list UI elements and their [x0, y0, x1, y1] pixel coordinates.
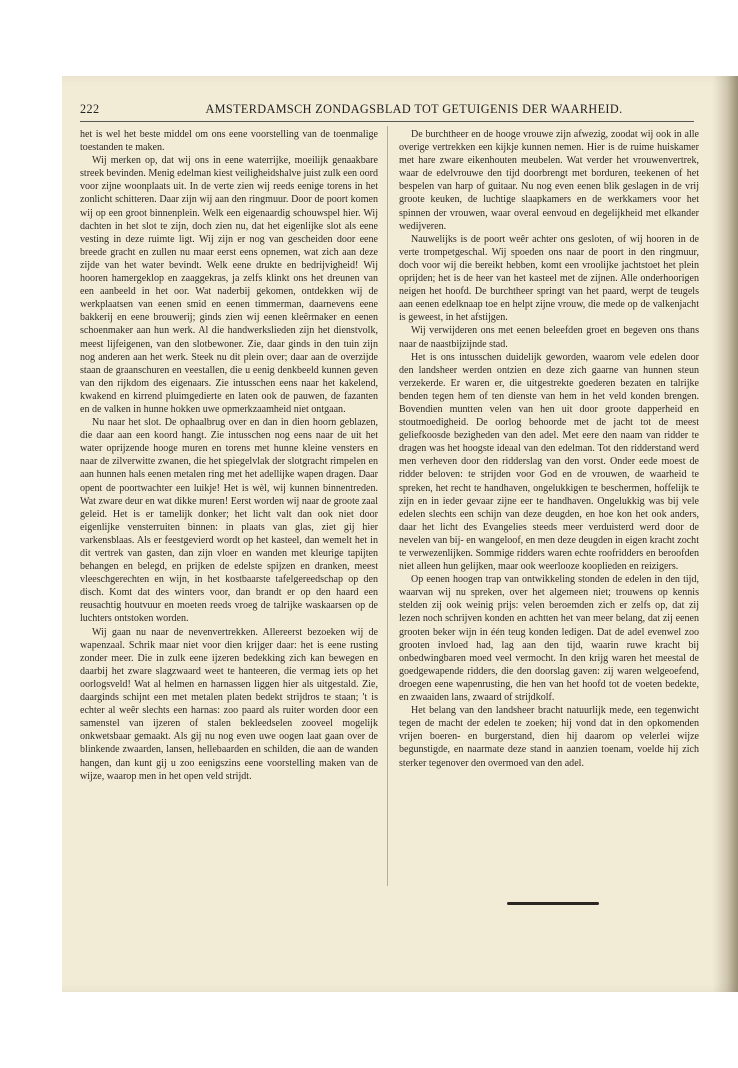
paragraph: het is wel het beste middel om ons eene voorstelling van de toenmalige toestanden te maken.	[80, 129, 378, 154]
paragraph: Nauwelijks is de poort weêr achter ons gesloten, of wij hooren in de verte trompetgeschal. Wij spoeden ons naar de poort in den ringmuur, doch voor wij die bereikt hebben, komt een vroolijke jachtstoet het plein oprijden; het is de heer van het kasteel met de zijnen. Alle onderhoorigen neigen het hoofd. De burchtheer springt van het paard, werpt de teugels aan eenen edelknaap toe en helpt zijne vrouw, die mede op de valkenjacht is geweest, in het afstijgen.	[399, 233, 699, 324]
left-column	[80, 128, 378, 783]
running-head	[80, 102, 692, 120]
end-ornament	[507, 902, 599, 905]
paragraph: Het is ons intusschen duidelijk geworden, waarom vele edelen door den landsheer werden ontzien en deze zich gaarne van hunnen steun verzekerde. Er waren er, die uitgestrekte goederen bezaten en talrijke benden tegen hem of ten dienste van hem in het veld konden brengen. Bovendien muntten velen van hen uit door groote dapperheid en stoutmoedigheid. De oorlog behoorde met de jacht tot de meest geliefkoosde bezigheden van den adel. Met eere den naam van ridder te dragen was het hoogste ideaal van den edelman. Tot den ridderstand werd men verheven door den ridderslag van den vorst. Onder eede moest de ridder beloven: te strijden voor God en de vrouwen, de waarheid te spreken, het recht te handhaven, ongelukkigen te beschermen, hoffelijk te zijn en in ieder gevaar zijne eer te handhaven. Ongelukkig was bij vele edelen slechts een schijn van deze deugden, en hoe kon het ook anders, daar het licht des Evangelies steeds meer verduisterd werd door de nevelen van bij- en wangeloof, en men deze deugden in eigen kracht zocht te verwezenlijken. Sommige ridders waren echte roofridders en beroofden niet alleen hun gelijken, maar ook weerlooze kooplieden en reizigers.	[399, 351, 699, 573]
journal-title: AMSTERDAMSCH ZONDAGSBLAD TOT GETUIGENIS DER WAARHEID.	[205, 102, 623, 116]
paragraph: Op eenen hoogen trap van ontwikkeling stonden de edelen in den tijd, waarvan wij nu spreken, over het algemeen niet; trouwens op kennis stelden zij ook weinig prijs: velen beroemden zich er zelfs op, dat zij lezen noch schrijven konden en achtten het van meer belang, dat zij eenen grooten beker wijn in één teug konden ledigen. Dat de adel evenwel zoo grooten invloed had, lag aan den tijd, waarin ruwe kracht bij onbedwingbaren moed veel vermocht. In den krijg waren het meestal de goedgewapende ridders, die den doorslag gaven: zij waren welgeoefend, droegen eene wapenrusting, die hen van het hoofd tot de voeten bedekte, en zwaaiden lans, zwaard of strijdkolf.	[399, 574, 699, 704]
paragraph: Wij gaan nu naar de nevenvertrekken. Allereerst bezoeken wij de wapenzaal. Schrik maar niet voor dien krijger daar: het is eene rusting zonder meer. Die in zulk eene ijzeren bedekking zich kan bewegen en daarbij het zware slagzwaard weet te hanteeren, die vermag iets op het oorlogsveld! Wat al helmen en harnassen liggen hier als uitgestald. Zie, daarginds schijnt een met metalen platen bedekt strijdros te staan; 't is echter al weêr slechts een harnas: zoo paard als ruiter worden door een samenstel van ijzeren of stalen bekleedselen zooveel mogelijk onkwetsbaar gemaakt. Als gij nu nog even uwe oogen laat gaan over de blinkende zwaarden, lansen, hellebaarden en schilden, die aan de wanden hangen, dan kunt gij u zoo eenigszins eene voorstelling maken van de wijze, waarop men in het open veld strijdt.	[80, 626, 378, 782]
paragraph: Wij merken op, dat wij ons in eene waterrijke, moeilijk genaakbare streek bevinden. Menig edelman kiest veiligheidshalve juist zulk een oord voor zijne woonplaats uit. In de verte zien wij reeds eenige torens in het zonlicht schitteren. Daar zijn wij aan den ringmuur. Door de poort komen wij op een groot binnenplein. Welk een eigenaardig schouwspel hier. Wij dachten in het slot te zijn, doch zien nu, dat het eigenlijke slot als eene vesting in deze ruimte ligt. Wij zijn er nog van gescheiden door eene breede gracht en zullen nu maar eerst eens opnemen, wat zich aan deze zijde van het water bevindt. Welk eene drukte en bedrijvigheid! Wij hooren hamergeklop en zaaggekras, ja zelfs klinkt ons het dreunen van een aanbeeld in het oor. Wat naderbij gekomen, ontdekken wij de werkplaatsen van eenen smid en eenen timmerman, daarnevens eene bakkerij en eene brouwerij; ginds zien wij eenen kleêrmaker en eenen schoenmaker aan hun werk. Al die handwerkslieden zijn het dienstvolk, meest lijfeigenen, van den slotbewoner. Zie, daar ginds in den tuin zijn nog anderen aan het werk. Steek nu dit plein over; daar aan de overzijde staan de graanschuren en veestallen, die u eenig denkbeeld kunnen geven van den rijkdom des eigenaars. Zie intusschen eens naar het kakelend, kwakend en kirrend pluimgedierte en laten ook de pauwen, de fazanten en de valken in hunne hokken uwe opmerkzaamheid niet ontgaan.	[80, 155, 378, 415]
page-number: 222	[80, 102, 100, 116]
paragraph: Wij verwijderen ons met eenen beleefden groet en begeven ons thans naar de naastbijzijnde stad.	[399, 325, 699, 350]
paragraph: Nu naar het slot. De ophaalbrug over en dan in dien hoorn geblazen, die daar aan een koord hangt. Zie intusschen nog eens naar de uit het water oprijzende hooge muren en torens met hunne kleine vensters en naar de zilverwitte zwanen, die het spiegelvlak der slotgracht rimpelen en aan hunnen hals eenen metalen ring met het adellijke wapen dragen. Daar opent de poortwachter een luikje! Het is wèl, wij kunnen binnentreden. Wat zware deur en wat dikke muren! Eerst worden wij naar de groote zaal geleid. Het is er tamelijk donker; het licht valt dan ook niet door eigenlijke vensterruiten binnen: in plaats van glas, ziet gij hier varkensblaas. Als er feestgevierd wordt op het kasteel, dan wemelt het in dit vertrek van gasten, dan zijn vloer en wanden met kleurige tapijten behangen en belegd, en prijken de edelste spijzen en dranken, meest vleeschgerechten en wijn, in het kostbaarste tafelgereedschap op den disch. Komt dat des winters voor, dan brandt er op den haard een reusachtig houtvuur en moeten reeds vroeg de talrijke waskaarsen op de luchters ontstoken worden.	[80, 417, 378, 625]
gutter-shadow	[712, 76, 738, 992]
column-divider	[387, 126, 388, 886]
right-column	[399, 128, 699, 770]
paragraph: Het belang van den landsheer bracht natuurlijk mede, een tegenwicht tegen de macht der edelen te zoeken; hij vond dat in den opkomenden vrijen boeren- en burgerstand, dien hij daarom op velerlei wijze begunstigde, en naarmate deze stand in aanzien toenam, voelde hij zich sterker tegenover den overmoed van den adel.	[399, 705, 699, 769]
paragraph: De burchtheer en de hooge vrouwe zijn afwezig, zoodat wij ook in alle overige vertrekken een kijkje kunnen nemen. Hier is de ruime huiskamer met hare zware eikenhouten meubelen. Wat verder het vrouwenvertrek, waar de edelvrouwe den tijd doorbrengt met borduren, teekenen of het bespelen van harp of guitaar. Nu nog even eenen blik geslagen in de vrij groote keuken, de luchtige slaapkamers en de werkkamers voor het spinnen der vrouwen, waar overal eenvoud en degelijkheid met elkander wedijveren.	[399, 129, 699, 232]
newspaper-page	[62, 76, 738, 992]
header-rule	[80, 121, 694, 122]
